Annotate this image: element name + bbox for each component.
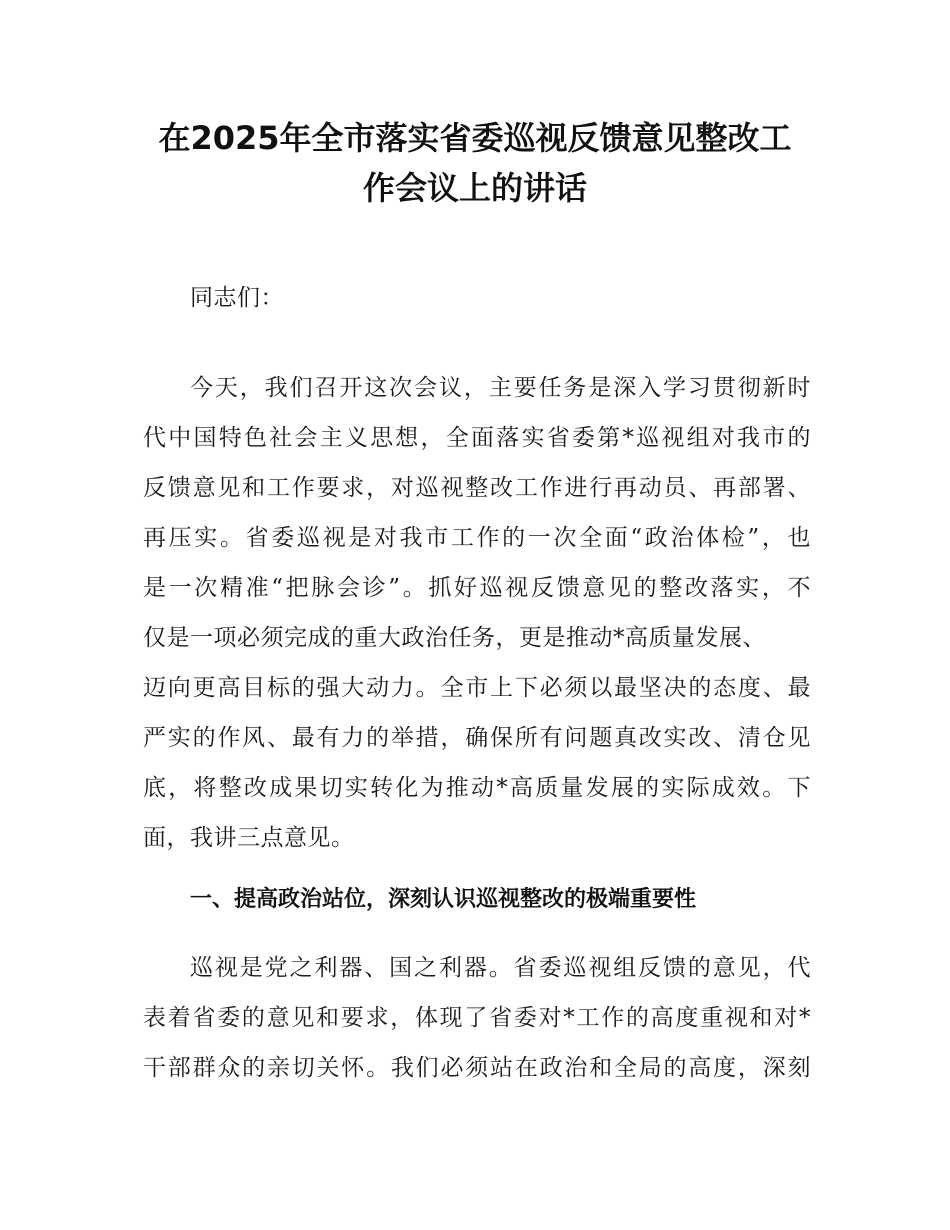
paragraph-1-line: 面，我讲三点意见。 [143,825,355,851]
paragraph-1-line: 仅是一项必须完成的重大政治任务，更是推动*高质量发展、 [143,625,766,651]
section-1-heading: 一、提高政治站位，深刻认识巡视整改的极端重要性 [190,887,697,912]
paragraph-1-line: 迈向更高目标的强大动力。全市上下必须以最坚决的态度、最 [143,675,811,701]
paragraph-2-line: 干部群众的亲切关怀。我们必须站在政治和全局的高度，深刻 [143,1055,811,1081]
salutation: 同志们： [190,285,284,311]
paragraph-1-line: 严实的作风、最有力的举措，确保所有问题真改实改、清仓见 [143,725,811,751]
paragraph-1-line: 是一次精准“把脉会诊”。抓好巡视反馈意见的整改落实，不 [143,575,811,601]
document-title-line-1: 在2025年全市落实省委巡视反馈意见整改工 [158,119,792,157]
paragraph-2-line: 巡视是党之利器、国之利器。省委巡视组反馈的意见，代 [190,955,811,981]
paragraph-1-line: 再压实。省委巡视是对我市工作的一次全面“政治体检”，也 [143,525,811,551]
paragraph-1-line: 反馈意见和工作要求，对巡视整改工作进行再动员、再部署、 [143,475,811,501]
document-title-line-2: 作会议上的讲话 [362,169,587,207]
paragraph-2-line: 表着省委的意见和要求，体现了省委对*工作的高度重视和对* [143,1005,811,1031]
paragraph-1-line: 代中国特色社会主义思想，全面落实省委第*巡视组对我市的 [143,425,811,451]
paragraph-1-line: 底，将整改成果切实转化为推动*高质量发展的实际成效。下 [143,775,811,801]
paragraph-1-line: 今天，我们召开这次会议，主要任务是深入学习贯彻新时 [190,375,811,401]
